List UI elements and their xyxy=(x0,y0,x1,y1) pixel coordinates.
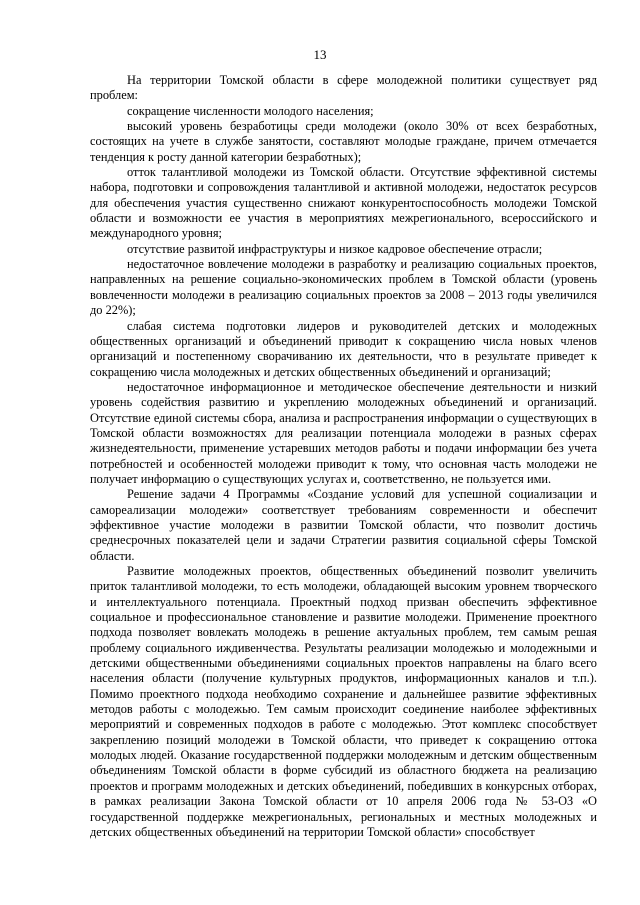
paragraph-leaders-training: слабая система подготовки лидеров и руководителей детских и молодежных общественных организаций и объединений приводит к сокращению числа новых членов организаций и постепенному сворачиванию их деятельности, что в результате приведет к сокращению числа молодежных и детских общественных объединений и организаций; xyxy=(90,318,597,379)
paragraph-talent-outflow: отток талантливой молодежи из Томской области. Отсутствие эффективной системы набора, подготовки и сопровождения талантливой и активной молодежи, недостаток ресурсов для обеспечения участия существенно снижают конкурентоспособность молодежи Томской области и возможности ее участия в мероприятиях межрегионального, всероссийского и международного уровня; xyxy=(90,165,597,241)
paragraph-infrastructure: отсутствие развитой инфраструктуры и низкое кадровое обеспечение отрасли; xyxy=(127,241,543,256)
document-body xyxy=(90,73,597,840)
paragraph-unemployment: высокий уровень безработицы среди молодежи (около 30% от всех безработных, состоящих на учете в службе занятости, составляют молодые граждане, причем отмечается тенденция к росту данной категории безработных); xyxy=(90,119,597,164)
paragraph-youth-projects: Развитие молодежных проектов, общественных объединений позволит увеличить приток талантливой молодежи, то есть молодежи, обладающей высоким уровнем творческого и интеллектуального потенциала. Проектный подход призван обеспечить эффективное социальное и профессиональное становление и развитие молодежи. Применение проектного подхода позволяет вовлекать молодежь в решение актуальных проблем, тем самым решая проблему социального иждивенчества. Результаты реализации молодежью и молодежными и детскими общественными объединениями социальных проектов направлены на благо всего населения области (получение культурных продуктов, информационных каналов и т.п.). Помимо проектного подхода необходимо сохранение и дальнейшее развитие эффективных методов работы с молодежью. Тем самым происходит соединение наиболее эффективных мероприятий и современных подходов в работе с молодежью. Этот комплекс способствует закреплению позиций молодежи в Томской области, что приведет к сокращению оттока молодых людей. Оказание государственной поддержки молодежным и детским общественным объединениям Томской области в форме субсидий из областного бюджета на реализацию проектов и программ молодежных и детских объединений, победивших в конкурсных отборах, в рамках реализации Закона Томской области от 10 апреля 2006 года № 53-ОЗ «О государственной поддержке межрегиональных, региональных и местных молодежных и детских общественных объединений на территории Томской области» способствует xyxy=(90,564,597,839)
paragraph-social-projects: недостаточное вовлечение молодежи в разработку и реализацию социальных проектов, направленных на решение социально-экономических проблем в Томской области (уровень вовлеченности молодежи в реализацию социальных проектов за 2008 – 2013 годы увеличился до 22%); xyxy=(90,257,597,318)
paragraph-population-decline: сокращение численности молодого населения; xyxy=(127,103,374,118)
paragraph-information-support: недостаточное информационное и методическое обеспечение деятельности и низкий уровень содействия развитию и укреплению молодежных объединений и организаций. Отсутствие единой системы сбора, анализа и распространения информации о существующих в Томской области возможностях для реализации потенциала молодежи в разных сферах жизнедеятельности, применение устаревших методов работы и подачи информации без учета потребностей и особенностей молодежи приводит к тому, что основная часть молодежи не получает информацию о существующих услугах и, соответственно, не пользуется ими. xyxy=(90,379,597,486)
paragraph-problems-intro: На территории Томской области в сфере молодежной политики существует ряд проблем: xyxy=(90,73,597,103)
page-number: 13 xyxy=(313,47,327,62)
paragraph-task-4-solution: Решение задачи 4 Программы «Создание условий для успешной социализации и самореализации молодежи» соответствует требованиям современности и обеспечит эффективное участие молодежи в развитии Томской области, что позволит достичь среднесрочных показателей цели и задачи Стратегии развития социальной сферы Томской области. xyxy=(90,487,597,563)
